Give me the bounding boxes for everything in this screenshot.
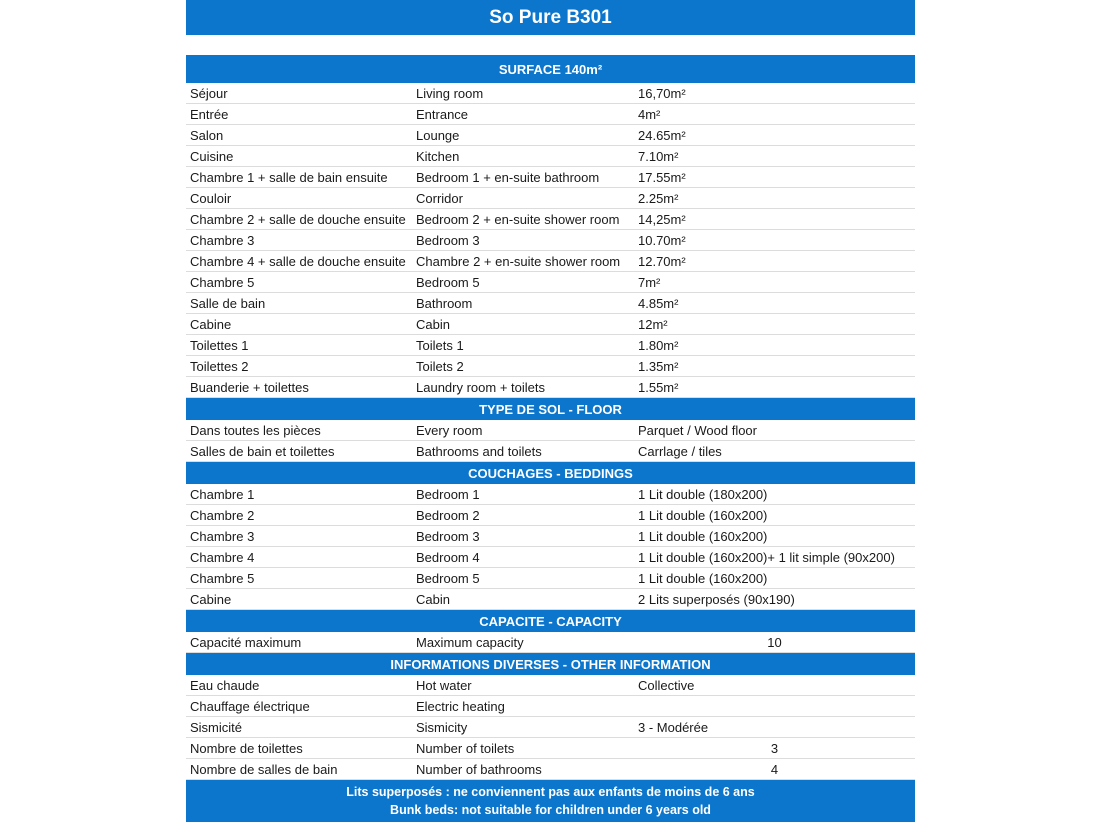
cell-en: Living room [416, 85, 484, 101]
cell-en: Number of bathrooms [416, 761, 542, 777]
cell-en: Kitchen [416, 148, 460, 164]
bunk-bed-notice [186, 780, 915, 822]
cell-en: Bedroom 2 [416, 507, 480, 523]
cell-fr: Toilettes 2 [190, 358, 249, 374]
cell-fr: Chambre 3 [190, 232, 255, 248]
cell-en: Bedroom 3 [416, 232, 480, 248]
table-row [186, 505, 915, 526]
cell-en: Laundry room + toilets [416, 379, 545, 395]
table-row [186, 125, 915, 146]
cell-fr: Chambre 2 + salle de douche ensuite [190, 211, 406, 227]
cell-fr: Capacité maximum [190, 634, 302, 650]
cell-en: Sismicity [416, 719, 468, 735]
cell-value: 3 - Modérée [638, 719, 709, 735]
cell-value: 3 [770, 740, 779, 756]
cell-fr: Couloir [190, 190, 232, 206]
cell-fr: Séjour [190, 85, 228, 101]
capacity-table [186, 632, 915, 653]
cell-en: Bathroom [416, 295, 473, 311]
cell-en: Chambre 2 + en-suite shower room [416, 253, 621, 269]
cell-value: 1 Lit double (160x200) [638, 528, 768, 544]
cell-fr: Cuisine [190, 148, 234, 164]
beddings-table [186, 484, 915, 610]
table-row [186, 526, 915, 547]
cell-en: Bathrooms and toilets [416, 443, 542, 459]
table-row [186, 377, 915, 398]
cell-en: Number of toilets [416, 740, 515, 756]
cell-fr: Chambre 5 [190, 570, 255, 586]
cell-fr: Buanderie + toilettes [190, 379, 309, 395]
table-row [186, 568, 915, 589]
table-row [186, 167, 915, 188]
table-row [186, 484, 915, 505]
table-row [186, 356, 915, 377]
section-header-surface: SURFACE 140m² [186, 55, 915, 83]
cell-fr: Chambre 5 [190, 274, 255, 290]
cell-fr: Salle de bain [190, 295, 266, 311]
cell-value: Parquet / Wood floor [638, 422, 757, 438]
table-row [186, 441, 915, 462]
table-row [186, 696, 915, 717]
cell-fr: Salon [190, 127, 224, 143]
table-row [186, 230, 915, 251]
cell-value: 16,70m² [638, 85, 686, 101]
table-row [186, 675, 915, 696]
cell-value: 1 Lit double (160x200)+ 1 lit simple (90x200) [638, 549, 895, 565]
cell-value: 1.55m² [638, 379, 679, 395]
cell-fr: Cabine [190, 316, 232, 332]
table-row [186, 547, 915, 568]
cell-value: 1 Lit double (160x200) [638, 570, 768, 586]
table-row [186, 146, 915, 167]
page-title: So Pure B301 [186, 0, 915, 35]
cell-fr: Chambre 2 [190, 507, 255, 523]
cell-en: Hot water [416, 677, 472, 693]
table-row [186, 314, 915, 335]
cell-fr: Cabine [190, 591, 232, 607]
cell-fr: Nombre de toilettes [190, 740, 303, 756]
cell-en: Toilets 2 [416, 358, 464, 374]
cell-en: Every room [416, 422, 483, 438]
cell-en: Bedroom 1 + en-suite bathroom [416, 169, 600, 185]
cell-value: 1 Lit double (180x200) [638, 486, 768, 502]
table-row [186, 717, 915, 738]
section-header-other: INFORMATIONS DIVERSES - OTHER INFORMATION [186, 653, 915, 675]
cell-fr: Chambre 4 + salle de douche ensuite [190, 253, 406, 269]
cell-fr: Chambre 3 [190, 528, 255, 544]
cell-en: Bedroom 5 [416, 570, 480, 586]
table-row [186, 293, 915, 314]
cell-en: Bedroom 2 + en-suite shower room [416, 211, 620, 227]
cell-fr: Sismicité [190, 719, 243, 735]
cell-value: 14,25m² [638, 211, 686, 227]
table-row [186, 759, 915, 780]
cell-en: Electric heating [416, 698, 505, 714]
table-row [186, 209, 915, 230]
cell-value: 4m² [638, 106, 661, 122]
cell-value: 12.70m² [638, 253, 686, 269]
table-row [186, 632, 915, 653]
cell-value: Collective [638, 677, 695, 693]
other-table [186, 675, 915, 780]
table-row [186, 335, 915, 356]
cell-value: 7m² [638, 274, 661, 290]
table-row [186, 83, 915, 104]
cell-value: 10 [767, 634, 782, 650]
table-row [186, 188, 915, 209]
table-row [186, 420, 915, 441]
cell-fr: Salles de bain et toilettes [190, 443, 335, 459]
cell-en: Bedroom 3 [416, 528, 480, 544]
notice-line-en: Bunk beds: not suitable for children under 6 years old [390, 803, 711, 817]
cell-value: 17.55m² [638, 169, 686, 185]
cell-en: Entrance [416, 106, 469, 122]
cell-en: Maximum capacity [416, 634, 524, 650]
surface-table [186, 83, 915, 398]
cell-fr: Chambre 4 [190, 549, 255, 565]
cell-en: Bedroom 4 [416, 549, 480, 565]
cell-en: Cabin [416, 316, 450, 332]
table-row [186, 251, 915, 272]
cell-value: 10.70m² [638, 232, 686, 248]
table-row [186, 589, 915, 610]
cell-en: Bedroom 1 [416, 486, 480, 502]
cell-value: 1.80m² [638, 337, 679, 353]
cell-value: 2 Lits superposés (90x190) [638, 591, 795, 607]
table-row [186, 272, 915, 293]
cell-value: 1 Lit double (160x200) [638, 507, 768, 523]
cell-fr: Chambre 1 + salle de bain ensuite [190, 169, 388, 185]
cell-fr: Toilettes 1 [190, 337, 249, 353]
cell-en: Corridor [416, 190, 463, 206]
cell-value: 4 [770, 761, 779, 777]
property-sheet [186, 0, 915, 822]
section-header-floor: TYPE DE SOL - FLOOR [186, 398, 915, 420]
cell-fr: Chambre 1 [190, 486, 255, 502]
cell-value: 4.85m² [638, 295, 679, 311]
cell-fr: Eau chaude [190, 677, 260, 693]
cell-en: Toilets 1 [416, 337, 464, 353]
cell-value: 1.35m² [638, 358, 679, 374]
cell-fr: Nombre de salles de bain [190, 761, 338, 777]
table-row [186, 104, 915, 125]
cell-en: Lounge [416, 127, 460, 143]
floor-table [186, 420, 915, 462]
cell-value: 12m² [638, 316, 668, 332]
cell-fr: Entrée [190, 106, 229, 122]
cell-en: Cabin [416, 591, 450, 607]
table-row [186, 738, 915, 759]
section-header-beddings: COUCHAGES - BEDDINGS [186, 462, 915, 484]
notice-line-fr: Lits superposés : ne conviennent pas aux enfants de moins de 6 ans [346, 785, 755, 799]
cell-fr: Chauffage électrique [190, 698, 310, 714]
section-header-capacity: CAPACITE - CAPACITY [186, 610, 915, 632]
cell-value: 2.25m² [638, 190, 679, 206]
cell-value: 24.65m² [638, 127, 686, 143]
cell-value: 7.10m² [638, 148, 679, 164]
cell-en: Bedroom 5 [416, 274, 480, 290]
cell-fr: Dans toutes les pièces [190, 422, 321, 438]
cell-value: Carrlage / tiles [638, 443, 722, 459]
